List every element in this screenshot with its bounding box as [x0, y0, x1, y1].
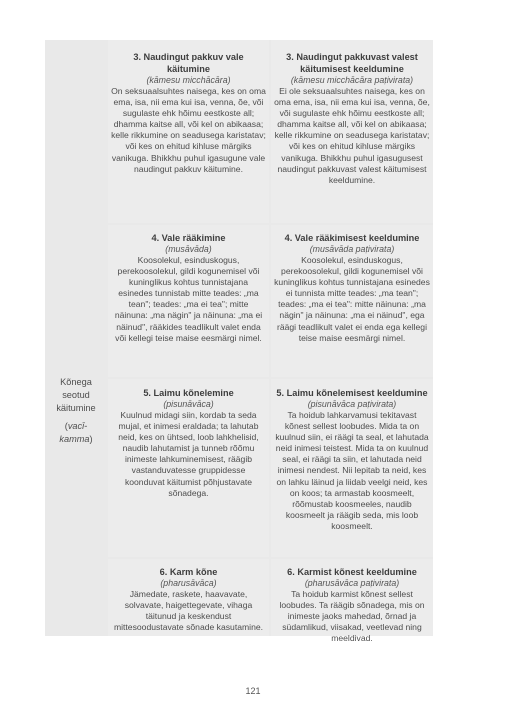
- cell-text: Ta hoidub lahkarvamusi tekitavast kõnest sellest loobudes. Mida ta on kuulnud siin, ei räägi ta seal, et lahutada neid inimesi teistest. Mida ta on kuulnud seal, ei räägi ta siin, et lahutada neid inimesi nendest. Nii lepitab ta neid, kes on lahku läinud ja liidab veelgi neid, kes on koos; ta armastab koosmeelt, rõõmustab koosmeeles, naudib koosmeelt ja räägib seda, mis loob koosmeelt.: [275, 410, 429, 531]
- cell-pali: (kāmesu micchācāra): [146, 75, 231, 85]
- paren: (: [64, 421, 68, 431]
- cell-text: Koosolekul, esinduskogus, perekoosolekul, gildi kogunemisel või kuninglikus kohtus tunnistajana esinedes ei tunnista mitte teades: „ma tean"; teades: „ma ei tea": mitte näinuna: „ma nägin" ja näinuna: „ma ei näinud", ega räägi teadlikult valet ei enda ega kellegi teise maise eesmärgi nimel.: [274, 255, 430, 343]
- cell-title: 3. Naudingut pakkuv vale käitumine: [133, 52, 244, 74]
- cell-text: Kuulnud midagi siin, kordab ta seda mujal, et inimesi eraldada; ta lahutab neid, kes on ühtsed, loob lahkhelisid, naudib lahutamist ja tunneb rõõmu inimeste lahkuminemisest, räägib vastanduvatesse gruppidesse koonduvat käitumist põhjustavate sõnadega.: [118, 410, 259, 498]
- table-cell-abstention-6: [271, 559, 433, 644]
- page-number: 121: [245, 686, 261, 696]
- paren: ): [89, 434, 93, 444]
- section-column: [45, 40, 107, 636]
- cell-text: Jämedate, raskete, haavavate, solvavate, haigettegevate, vihaga täitunud ja keskendust mittesoodustavate sõnade kasutamine.: [113, 589, 264, 633]
- cell-pali: (musāvāda): [165, 244, 212, 254]
- cell-pali: (pisunāvāca paṭivirata): [307, 399, 397, 409]
- cell-title: 5. Laimu kõnelemisest keeldumine: [276, 388, 428, 398]
- section-label-line: seotud: [62, 390, 90, 400]
- cell-title: 3. Naudingut pakkuvast valest käitumisest keeldumine: [286, 52, 418, 74]
- cell-title: 4. Vale rääkimisest keeldumine: [284, 233, 420, 243]
- cell-title: 5. Laimu kõnelemine: [143, 388, 234, 398]
- precepts-table: [45, 40, 433, 644]
- section-pali: [45, 433, 107, 446]
- section-label-line: Kõnega: [60, 377, 92, 387]
- cell-text: Ei ole seksuaalsuhtes naisega, kes on oma ema, isa, nii ema kui isa, venna, õe, või sugulaste ehk hõimu eestkoste all; dhamma kaitse all, või kel on abikaasa; kelle rikkumine on seadusega karistatav; või kes on ehitud kihluse märgiks vanikuga. Bhikkhu puhul igasugusest naudingut pakkuvast valest käitumisest keeldumine.: [274, 86, 430, 185]
- section-pali-term: kamma: [59, 434, 90, 444]
- table-cell-wrong-conduct-3: [108, 40, 269, 223]
- cell-title: 6. Karm kõne: [159, 567, 218, 577]
- cell-pali: (kāmesu micchācāra paṭivirata): [290, 75, 414, 85]
- cell-title: 4. Vale rääkimine: [151, 233, 226, 243]
- table-cell-abstention-4: [271, 225, 433, 377]
- table-cell-abstention-5: [271, 379, 433, 557]
- section-pali-term: vacī-: [67, 421, 88, 431]
- section-pali: [45, 420, 107, 433]
- cell-text: On seksuaalsuhtes naisega, kes on oma ema, isa, nii ema kui isa, venna, õe, või sugulaste ehk hõimu eestkoste all; dhamma kaitse all, või kel on abikaasa; kelle rikkumine on seadusega karistatav; või kes on ehitud kihluse märgiks vanikuga. Bhikkhu puhul igasugune vale naudingut pakkuv käitumine.: [111, 86, 266, 174]
- cell-title: 6. Karmist kõnest keeldumine: [287, 567, 417, 577]
- table-cell-wrong-conduct-4: [108, 225, 269, 377]
- section-label: [45, 376, 107, 446]
- cell-text: Ta hoidub karmist kõnest sellest loobudes. Ta räägib sõnadega, mis on inimeste jaoks mahedad, õrnad ja südamlikud, viisakad, veetlevad ning meeldivad.: [279, 589, 425, 644]
- section-label-line: käitumine: [56, 403, 96, 413]
- table-cell-wrong-conduct-5: [108, 379, 269, 557]
- cell-pali: (pharusāvāca paṭivirata): [304, 578, 400, 588]
- cell-text: Koosolekul, esinduskogus, perekoosolekul, gildi kogunemisel või kuninglikus kohtus tunnistajana esinedes tunnistab mitte teades: „ma tean"; teades: „ma ei tea"; mitte näinuna: „ma nägin" ja näinuna: „ma ei näinud", rääkides teadlikult valet enda või kellegi teise maise eesmärgi nimel.: [114, 255, 263, 343]
- cell-pali: (pharusāvāca): [160, 578, 217, 588]
- cell-pali: (musāvāda paṭivirata): [309, 244, 395, 254]
- table-cell-abstention-3: [271, 40, 433, 223]
- cell-pali: (pisunāvāca): [163, 399, 214, 409]
- table-cell-wrong-conduct-6: [108, 559, 269, 636]
